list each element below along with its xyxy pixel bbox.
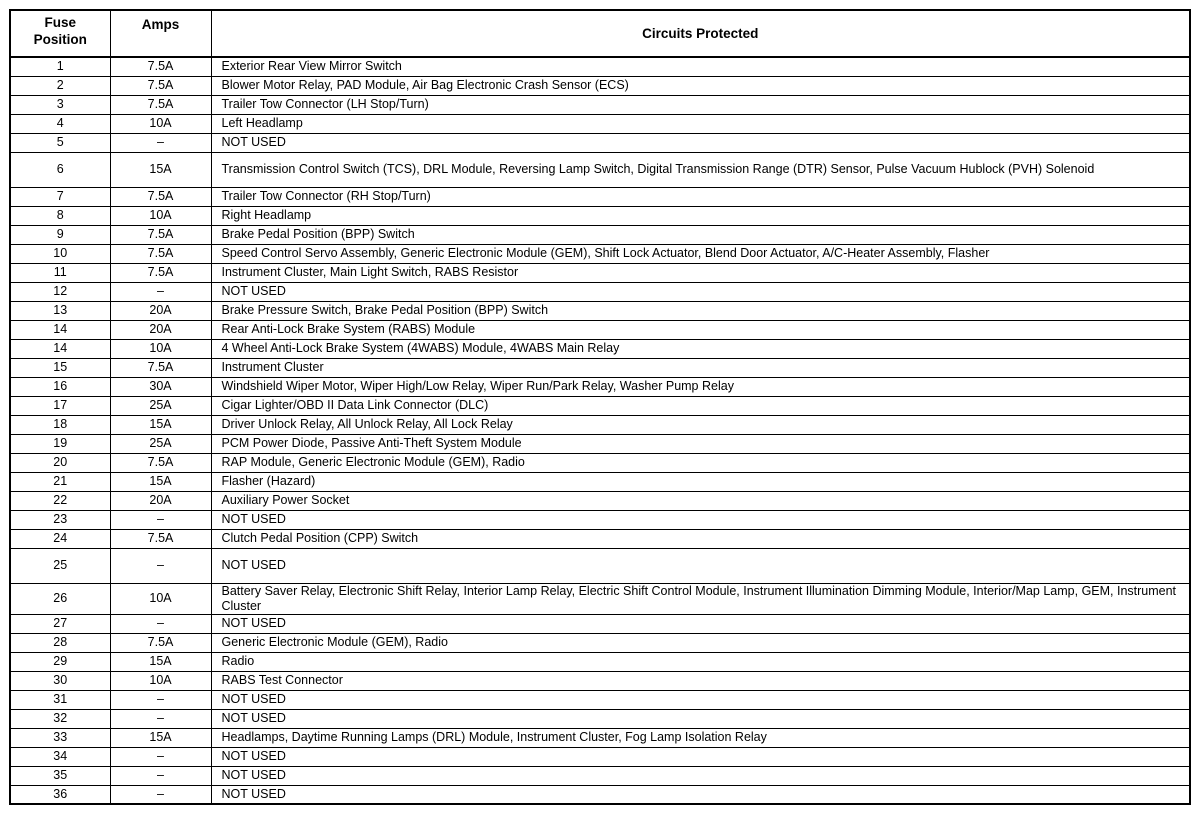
fuse-position-header-line1: Fuse xyxy=(44,15,76,30)
amps-cell: – xyxy=(110,785,211,804)
amps-cell: 10A xyxy=(110,339,211,358)
circuits-cell: Transmission Control Switch (TCS), DRL Module, Reversing Lamp Switch, Digital Transmission Range (DTR) Sensor, Pulse Vacuum Hublock (PVH) Solenoid xyxy=(211,152,1190,187)
fuse-position-cell: 20 xyxy=(10,453,110,472)
table-row xyxy=(10,377,1190,396)
table-row xyxy=(10,747,1190,766)
table-row xyxy=(10,133,1190,152)
circuits-cell: Radio xyxy=(211,652,1190,671)
amps-cell: 15A xyxy=(110,472,211,491)
fuse-position-cell: 16 xyxy=(10,377,110,396)
circuits-cell: NOT USED xyxy=(211,282,1190,301)
fuse-position-cell: 24 xyxy=(10,529,110,548)
circuits-cell: Instrument Cluster, Main Light Switch, RABS Resistor xyxy=(211,263,1190,282)
fuse-position-cell: 14 xyxy=(10,320,110,339)
amps-cell: 7.5A xyxy=(110,225,211,244)
fuse-position-cell: 12 xyxy=(10,282,110,301)
amps-cell: – xyxy=(110,282,211,301)
amps-cell: 7.5A xyxy=(110,57,211,76)
circuits-cell: Instrument Cluster xyxy=(211,358,1190,377)
table-row xyxy=(10,339,1190,358)
amps-cell: 30A xyxy=(110,377,211,396)
fuse-position-header xyxy=(10,10,110,57)
fuse-position-cell: 34 xyxy=(10,747,110,766)
amps-cell: – xyxy=(110,133,211,152)
table-row xyxy=(10,766,1190,785)
fuse-position-cell: 6 xyxy=(10,152,110,187)
fuse-position-cell: 27 xyxy=(10,614,110,633)
fuse-position-cell: 32 xyxy=(10,709,110,728)
circuits-cell: Brake Pedal Position (BPP) Switch xyxy=(211,225,1190,244)
circuits-cell: 4 Wheel Anti-Lock Brake System (4WABS) Module, 4WABS Main Relay xyxy=(211,339,1190,358)
amps-cell: 7.5A xyxy=(110,244,211,263)
table-row xyxy=(10,652,1190,671)
fuse-position-cell: 3 xyxy=(10,95,110,114)
circuits-cell: NOT USED xyxy=(211,766,1190,785)
amps-cell: 25A xyxy=(110,434,211,453)
fuse-position-cell: 15 xyxy=(10,358,110,377)
fuse-position-cell: 7 xyxy=(10,187,110,206)
amps-cell: 7.5A xyxy=(110,529,211,548)
circuits-cell: NOT USED xyxy=(211,548,1190,583)
fuse-table xyxy=(9,9,1191,805)
amps-cell: 15A xyxy=(110,652,211,671)
amps-cell: 10A xyxy=(110,671,211,690)
circuits-cell: Headlamps, Daytime Running Lamps (DRL) Module, Instrument Cluster, Fog Lamp Isolation Relay xyxy=(211,728,1190,747)
table-body xyxy=(10,57,1190,804)
table-row xyxy=(10,187,1190,206)
circuits-cell: Flasher (Hazard) xyxy=(211,472,1190,491)
table-row xyxy=(10,282,1190,301)
circuits-cell: Driver Unlock Relay, All Unlock Relay, All Lock Relay xyxy=(211,415,1190,434)
amps-cell: 7.5A xyxy=(110,633,211,652)
table-row xyxy=(10,415,1190,434)
circuits-cell: Trailer Tow Connector (RH Stop/Turn) xyxy=(211,187,1190,206)
table-row xyxy=(10,785,1190,804)
amps-cell: 20A xyxy=(110,301,211,320)
circuits-cell: NOT USED xyxy=(211,133,1190,152)
table-row xyxy=(10,320,1190,339)
table-row xyxy=(10,76,1190,95)
amps-cell: 7.5A xyxy=(110,358,211,377)
fuse-position-cell: 11 xyxy=(10,263,110,282)
amps-cell: 15A xyxy=(110,415,211,434)
amps-header: Amps xyxy=(110,10,211,57)
circuits-cell: NOT USED xyxy=(211,510,1190,529)
table-row xyxy=(10,453,1190,472)
amps-cell: – xyxy=(110,709,211,728)
amps-cell: 20A xyxy=(110,320,211,339)
fuse-position-header-line2: Position xyxy=(33,32,87,47)
table-row xyxy=(10,728,1190,747)
circuits-cell: NOT USED xyxy=(211,785,1190,804)
table-row xyxy=(10,95,1190,114)
fuse-position-cell: 33 xyxy=(10,728,110,747)
fuse-position-cell: 2 xyxy=(10,76,110,95)
circuits-cell: Blower Motor Relay, PAD Module, Air Bag Electronic Crash Sensor (ECS) xyxy=(211,76,1190,95)
circuits-cell: Rear Anti-Lock Brake System (RABS) Module xyxy=(211,320,1190,339)
circuits-cell: Speed Control Servo Assembly, Generic Electronic Module (GEM), Shift Lock Actuator, Blend Door Actuator, A/C-Heater Assembly, Flasher xyxy=(211,244,1190,263)
amps-cell: 7.5A xyxy=(110,187,211,206)
table-row xyxy=(10,225,1190,244)
circuits-cell: NOT USED xyxy=(211,690,1190,709)
amps-cell: 10A xyxy=(110,206,211,225)
table-row xyxy=(10,472,1190,491)
table-row xyxy=(10,510,1190,529)
amps-cell: 20A xyxy=(110,491,211,510)
circuits-header: Circuits Protected xyxy=(211,10,1190,57)
circuits-cell: Clutch Pedal Position (CPP) Switch xyxy=(211,529,1190,548)
amps-cell: 7.5A xyxy=(110,76,211,95)
fuse-position-cell: 26 xyxy=(10,583,110,614)
table-row xyxy=(10,301,1190,320)
table-row xyxy=(10,206,1190,225)
amps-cell: 7.5A xyxy=(110,263,211,282)
fuse-position-cell: 22 xyxy=(10,491,110,510)
circuits-cell: Trailer Tow Connector (LH Stop/Turn) xyxy=(211,95,1190,114)
fuse-position-cell: 19 xyxy=(10,434,110,453)
fuse-position-cell: 23 xyxy=(10,510,110,529)
circuits-cell: NOT USED xyxy=(211,614,1190,633)
fuse-position-cell: 28 xyxy=(10,633,110,652)
circuits-cell: Cigar Lighter/OBD II Data Link Connector (DLC) xyxy=(211,396,1190,415)
amps-cell: – xyxy=(110,614,211,633)
amps-cell: – xyxy=(110,747,211,766)
amps-cell: – xyxy=(110,690,211,709)
table-row xyxy=(10,358,1190,377)
table-row xyxy=(10,263,1190,282)
amps-cell: 15A xyxy=(110,152,211,187)
circuits-cell: Right Headlamp xyxy=(211,206,1190,225)
circuits-cell: RAP Module, Generic Electronic Module (GEM), Radio xyxy=(211,453,1190,472)
table-row xyxy=(10,548,1190,583)
circuits-cell: Brake Pressure Switch, Brake Pedal Position (BPP) Switch xyxy=(211,301,1190,320)
fuse-position-cell: 4 xyxy=(10,114,110,133)
table-header xyxy=(10,10,1190,57)
amps-cell: 15A xyxy=(110,728,211,747)
table-row xyxy=(10,583,1190,614)
fuse-position-cell: 35 xyxy=(10,766,110,785)
amps-cell: 25A xyxy=(110,396,211,415)
amps-cell: 7.5A xyxy=(110,95,211,114)
table-row xyxy=(10,244,1190,263)
table-row xyxy=(10,491,1190,510)
fuse-position-cell: 29 xyxy=(10,652,110,671)
table-row xyxy=(10,114,1190,133)
circuits-cell: NOT USED xyxy=(211,747,1190,766)
circuits-cell: Battery Saver Relay, Electronic Shift Relay, Interior Lamp Relay, Electric Shift Control Module, Instrument Illumination Dimming Module, Interior/Map Lamp, GEM, Instrument Cluster xyxy=(211,583,1190,614)
amps-cell: 7.5A xyxy=(110,453,211,472)
fuse-position-cell: 13 xyxy=(10,301,110,320)
circuits-cell: Left Headlamp xyxy=(211,114,1190,133)
fuse-position-cell: 10 xyxy=(10,244,110,263)
amps-cell: – xyxy=(110,510,211,529)
fuse-position-cell: 21 xyxy=(10,472,110,491)
fuse-position-cell: 1 xyxy=(10,57,110,76)
fuse-position-cell: 36 xyxy=(10,785,110,804)
fuse-position-cell: 8 xyxy=(10,206,110,225)
circuits-cell: NOT USED xyxy=(211,709,1190,728)
circuits-cell: Exterior Rear View Mirror Switch xyxy=(211,57,1190,76)
fuse-position-cell: 18 xyxy=(10,415,110,434)
circuits-cell: Generic Electronic Module (GEM), Radio xyxy=(211,633,1190,652)
fuse-position-cell: 30 xyxy=(10,671,110,690)
table-row xyxy=(10,690,1190,709)
fuse-position-cell: 25 xyxy=(10,548,110,583)
circuits-cell: Windshield Wiper Motor, Wiper High/Low Relay, Wiper Run/Park Relay, Washer Pump Relay xyxy=(211,377,1190,396)
fuse-position-cell: 14 xyxy=(10,339,110,358)
table-row xyxy=(10,633,1190,652)
table-row xyxy=(10,671,1190,690)
amps-cell: – xyxy=(110,548,211,583)
fuse-position-cell: 5 xyxy=(10,133,110,152)
table-row xyxy=(10,709,1190,728)
amps-cell: – xyxy=(110,766,211,785)
amps-cell: 10A xyxy=(110,583,211,614)
table-row xyxy=(10,434,1190,453)
table-row xyxy=(10,57,1190,76)
header-row xyxy=(10,10,1190,57)
amps-cell: 10A xyxy=(110,114,211,133)
table-row xyxy=(10,614,1190,633)
fuse-position-cell: 17 xyxy=(10,396,110,415)
fuse-position-cell: 31 xyxy=(10,690,110,709)
table-row xyxy=(10,152,1190,187)
table-row xyxy=(10,529,1190,548)
table-row xyxy=(10,396,1190,415)
circuits-cell: PCM Power Diode, Passive Anti-Theft System Module xyxy=(211,434,1190,453)
circuits-cell: Auxiliary Power Socket xyxy=(211,491,1190,510)
circuits-cell: RABS Test Connector xyxy=(211,671,1190,690)
fuse-position-cell: 9 xyxy=(10,225,110,244)
